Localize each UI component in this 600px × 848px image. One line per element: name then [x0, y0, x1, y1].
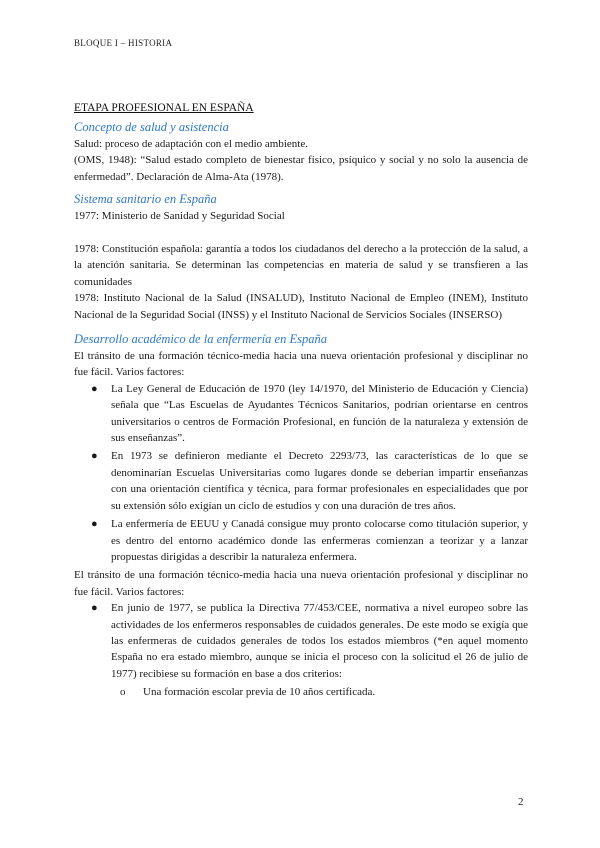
heading-sistema-sanitario: Sistema sanitario en España	[74, 192, 217, 207]
bullet-icon: ●	[91, 602, 98, 615]
page-number: 2	[518, 796, 524, 808]
bullet-list-2	[74, 600, 528, 682]
bullet-icon: ●	[91, 450, 98, 463]
list-item-text: La Ley General de Educación de 1970 (ley 14/1970, del Ministerio de Educación y Ciencia) señala que “Las Escuelas de Ayudantes Técnicos Sanitarios, podrían orientarse en centros universitarios o centros de Formación Profesional, en función de la naturaleza y extensión de sus enseñanzas”.	[111, 382, 528, 445]
paragraph-oms: (OMS, 1948): “Salud estado completo de bienestar físico, psíquico y social y no solo la ausencia de enfermedad”. Declaración de Alma-Ata (1978).	[74, 154, 528, 183]
heading-desarrollo-academico: Desarrollo académico de la enfermería en España	[74, 332, 327, 347]
list-item	[74, 448, 528, 514]
sub-list-item	[74, 684, 528, 700]
list-item-text: La enfermería de EEUU y Canadá consigue muy pronto colocarse como titulación superior, y es dentro del entorno académico donde las enfermeras comienzan a teorizar y a lanzar propuestas dirigidas a describir la naturaleza enfermera.	[111, 518, 528, 563]
list-item	[74, 381, 528, 447]
paragraph-intro-1: El tránsito de una formación técnico-media hacia una nueva orientación profesional y disciplinar no fue fácil. Varios factores:	[74, 350, 528, 379]
list-item	[74, 600, 528, 682]
heading-concepto-salud: Concepto de salud y asistencia	[74, 120, 229, 134]
document-title: ETAPA PROFESIONAL EN ESPAÑA	[74, 102, 254, 114]
running-header: BLOQUE I – HISTORIA	[74, 38, 173, 48]
sub-bullet-marker: o	[120, 686, 126, 699]
paragraph-1977: 1977: Ministerio de Sanidad y Seguridad Social	[74, 210, 285, 223]
paragraph-salud-definicion: Salud: proceso de adaptación con el medio ambiente.	[74, 138, 308, 150]
paragraph-institutos: 1978: Instituto Nacional de la Salud (INSALUD), Instituto Nacional de Empleo (INEM), Instituto Nacional de la Seguridad Social (INSS) y el Instituto Nacional de Servicios Sociales (INSERSO)	[74, 292, 528, 321]
bullet-icon: ●	[91, 382, 98, 395]
paragraph-intro-2: El tránsito de una formación técnico-media hacia una nueva orientación profesional y disciplinar no fue fácil. Varios factores:	[74, 569, 528, 598]
paragraph-constitucion: 1978: Constitución española: garantía a todos los ciudadanos del derecho a la protección de la salud, a la atención sanitaria. Se determinan las competencias en materia de salud y se transfieren a las comunidades	[74, 243, 528, 288]
list-item-text: En 1973 se definieron mediante el Decreto 2293/73, las características de lo que se denominarían Escuelas Universitarias como lugares donde se deberían impartir enseñanzas con una orientación científica y técnica, para formar profesionales en especialidades que por su extensión sólo exigían un ciclo de estudios y con una duración de tres años.	[111, 450, 528, 512]
bullet-icon: ●	[91, 518, 98, 531]
blank-line	[74, 225, 528, 241]
document-body	[74, 101, 528, 701]
list-item	[74, 516, 528, 565]
list-item-text: En junio de 1977, se publica la Directiva 77/453/CEE, normativa a nivel europeo sobre las actividades de los enfermeros responsables de cuidados generales. De este modo se exigía que las enfermeras de cuidados generales de todos los estados miembros (*en aquel momento España no era estado miembro, aunque se inicia el proceso con la solicitud el 26 de julio de 1977) recibiese su formación en base a dos criterios:	[111, 602, 528, 680]
bullet-list-1	[74, 381, 528, 565]
sub-list-item-text: Una formación escolar previa de 10 años certificada.	[143, 686, 376, 699]
sub-bullet-list	[74, 684, 528, 700]
